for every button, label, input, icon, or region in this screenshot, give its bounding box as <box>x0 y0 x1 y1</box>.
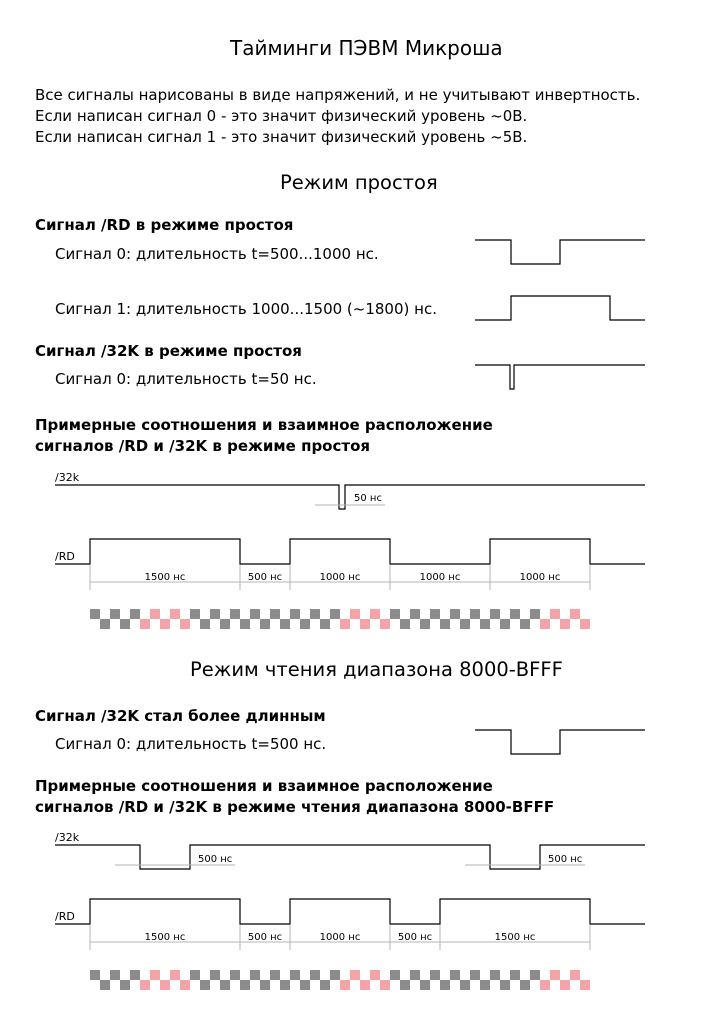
read-32k-signal0-wave <box>475 730 645 754</box>
idle-relation-heading-2: сигналов /RD и /32K в режиме простоя <box>35 437 371 455</box>
intro-line-1: Все сигналы нарисованы в виде напряжений, и не учитывают инвертность. <box>35 86 641 104</box>
checker-cell <box>550 609 560 619</box>
checker-cell <box>180 619 190 629</box>
checker-cell <box>230 970 240 980</box>
checker-cell <box>420 980 430 990</box>
checker-cell <box>240 619 250 629</box>
checker-cell <box>220 619 230 629</box>
checker-cell <box>210 970 220 980</box>
checker-cell <box>170 970 180 980</box>
checker-cell <box>430 609 440 619</box>
checker-cell <box>530 609 540 619</box>
idle-32k-label: /32k <box>55 471 80 484</box>
checker-cell <box>540 980 550 990</box>
checker-cell <box>190 609 200 619</box>
checker-cell <box>560 619 570 629</box>
checker-cell <box>100 619 110 629</box>
idle-rd-signal0-wave <box>475 240 645 264</box>
checker-cell <box>330 970 340 980</box>
checker-cell <box>260 619 270 629</box>
idle-32k-signal0-text: Сигнал 0: длительность t=50 нс. <box>55 370 317 388</box>
checker-cell <box>500 619 510 629</box>
read-checker-strip <box>90 970 590 990</box>
checker-cell <box>310 609 320 619</box>
checker-cell <box>200 980 210 990</box>
checker-cell <box>190 970 200 980</box>
checker-cell <box>360 980 370 990</box>
checker-cell <box>140 980 150 990</box>
checker-cell <box>130 609 140 619</box>
checker-cell <box>420 619 430 629</box>
checker-cell <box>460 619 470 629</box>
intro-line-2: Если написан сигнал 0 - это значит физический уровень ~0В. <box>35 107 528 125</box>
checker-cell <box>90 609 100 619</box>
checker-cell <box>580 619 590 629</box>
checker-cell <box>520 619 530 629</box>
checker-cell <box>100 980 110 990</box>
checker-cell <box>540 619 550 629</box>
checker-cell <box>490 970 500 980</box>
checker-cell <box>380 980 390 990</box>
checker-cell <box>170 609 180 619</box>
idle-rd-signal0-text: Сигнал 0: длительность t=500...1000 нс. <box>55 245 379 263</box>
checker-cell <box>300 980 310 990</box>
checker-cell <box>350 970 360 980</box>
checker-cell <box>410 609 420 619</box>
checker-cell <box>570 970 580 980</box>
checker-cell <box>470 970 480 980</box>
checker-cell <box>180 980 190 990</box>
checker-cell <box>290 970 300 980</box>
section-idle-heading: Режим простоя <box>280 171 438 194</box>
checker-cell <box>320 619 330 629</box>
checker-cell <box>300 619 310 629</box>
checker-cell <box>450 970 460 980</box>
checker-cell <box>410 970 420 980</box>
checker-cell <box>570 609 580 619</box>
checker-cell <box>150 609 160 619</box>
checker-cell <box>220 980 230 990</box>
read-32k-signal0-text: Сигнал 0: длительность t=500 нс. <box>55 735 327 753</box>
idle-checker-strip <box>90 609 590 629</box>
checker-cell <box>340 980 350 990</box>
checker-cell <box>140 619 150 629</box>
read-dur-1: 1500 нс <box>144 932 186 943</box>
checker-cell <box>160 980 170 990</box>
checker-cell <box>260 980 270 990</box>
idle-dur-1: 1500 нс <box>144 572 186 583</box>
read-dur-5: 1500 нс <box>494 932 536 943</box>
checker-cell <box>520 980 530 990</box>
checker-cell <box>250 609 260 619</box>
checker-cell <box>530 970 540 980</box>
checker-cell <box>360 619 370 629</box>
checker-cell <box>580 980 590 990</box>
checker-cell <box>380 619 390 629</box>
checker-cell <box>390 970 400 980</box>
checker-cell <box>490 609 500 619</box>
checker-cell <box>150 970 160 980</box>
checker-cell <box>400 619 410 629</box>
idle-rd-heading: Сигнал /RD в режиме простоя <box>35 216 294 234</box>
idle-32k-signal0-wave <box>475 365 645 389</box>
read-pulse-label-1: 500 нс <box>198 854 233 865</box>
checker-cell <box>280 980 290 990</box>
checker-cell <box>130 970 140 980</box>
checker-cell <box>480 980 490 990</box>
idle-dur-2: 500 нс <box>247 572 283 583</box>
checker-cell <box>340 619 350 629</box>
read-32k-heading: Сигнал /32K стал более длинным <box>35 707 326 725</box>
checker-cell <box>480 619 490 629</box>
checker-cell <box>110 970 120 980</box>
checker-cell <box>310 970 320 980</box>
checker-cell <box>200 619 210 629</box>
idle-relation-heading-1: Примерные соотношения и взаимное расположение <box>35 416 493 434</box>
checker-cell <box>510 970 520 980</box>
idle-rd-signal1-text: Сигнал 1: длительность 1000...1500 (~1800) нс. <box>55 300 437 318</box>
read-relation-heading-1: Примерные соотношения и взаимное расположение <box>35 777 493 795</box>
checker-cell <box>450 609 460 619</box>
read-32k-label: /32k <box>55 831 80 844</box>
checker-cell <box>210 609 220 619</box>
section-read-heading: Режим чтения диапазона 8000-BFFF <box>190 658 563 681</box>
checker-cell <box>440 619 450 629</box>
checker-cell <box>560 980 570 990</box>
read-relation-heading-2: сигналов /RD и /32K в режиме чтения диапазона 8000-BFFF <box>35 798 555 816</box>
checker-cell <box>440 980 450 990</box>
checker-cell <box>370 609 380 619</box>
read-dur-4: 500 нс <box>397 932 433 943</box>
idle-dur-4: 1000 нс <box>419 572 461 583</box>
intro-line-3: Если написан сигнал 1 - это значит физический уровень ~5В. <box>35 128 528 146</box>
read-rd-wave <box>55 899 645 924</box>
read-dur-3: 1000 нс <box>319 932 361 943</box>
page-title: Тайминги ПЭВМ Микроша <box>230 36 503 60</box>
checker-cell <box>430 970 440 980</box>
checker-cell <box>110 609 120 619</box>
idle-32k-heading: Сигнал /32K в режиме простоя <box>35 342 302 360</box>
checker-cell <box>280 619 290 629</box>
read-dur-2: 500 нс <box>247 932 283 943</box>
checker-cell <box>460 980 470 990</box>
checker-cell <box>510 609 520 619</box>
checker-cell <box>230 609 240 619</box>
checker-cell <box>270 609 280 619</box>
checker-cell <box>550 970 560 980</box>
idle-rd-label: /RD <box>55 550 75 563</box>
checker-cell <box>120 619 130 629</box>
checker-cell <box>400 980 410 990</box>
checker-cell <box>250 970 260 980</box>
checker-cell <box>390 609 400 619</box>
idle-rd-wave <box>55 539 645 564</box>
checker-cell <box>500 980 510 990</box>
read-pulse-label-2: 500 нс <box>548 854 583 865</box>
checker-cell <box>120 980 130 990</box>
read-rd-label: /RD <box>55 910 75 923</box>
checker-cell <box>330 609 340 619</box>
checker-cell <box>370 970 380 980</box>
checker-cell <box>470 609 480 619</box>
checker-cell <box>290 609 300 619</box>
checker-cell <box>160 619 170 629</box>
idle-rd-signal1-wave <box>475 296 645 320</box>
idle-dur-3: 1000 нс <box>319 572 361 583</box>
checker-cell <box>320 980 330 990</box>
checker-cell <box>240 980 250 990</box>
checker-cell <box>270 970 280 980</box>
checker-cell <box>90 970 100 980</box>
checker-cell <box>350 609 360 619</box>
idle-dur-5: 1000 нс <box>519 572 561 583</box>
idle-pulse-label: 50 нс <box>354 493 382 504</box>
